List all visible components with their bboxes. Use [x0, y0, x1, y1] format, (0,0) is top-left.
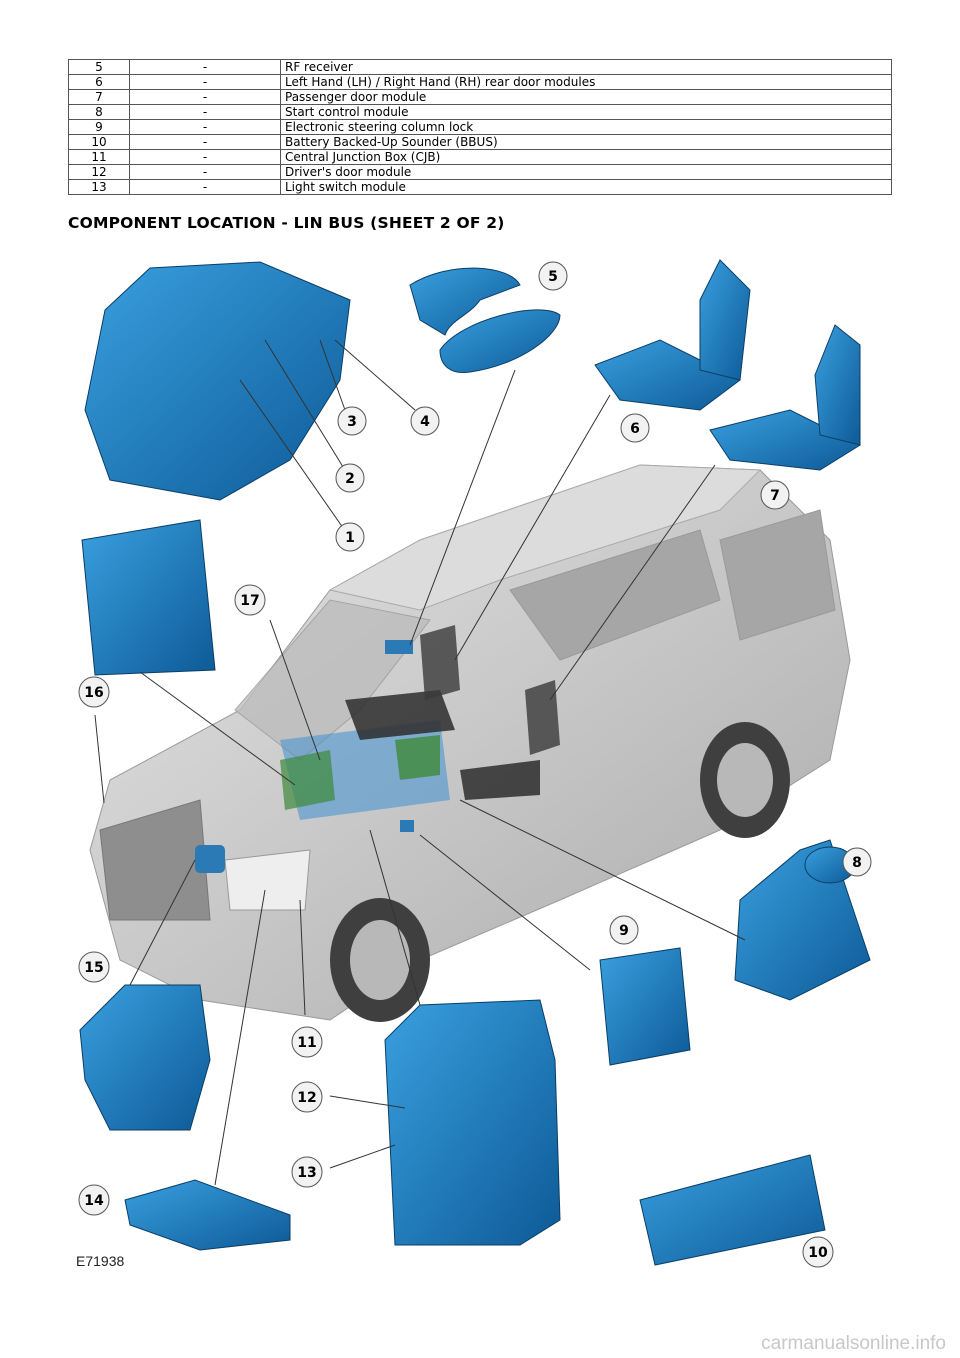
key-dash: -	[130, 135, 281, 150]
callout-2	[336, 464, 364, 492]
key-dash: -	[130, 180, 281, 195]
figure-id: E71938	[76, 1253, 125, 1269]
callout-14-label: 14	[84, 1193, 104, 1209]
key-number: 7	[69, 90, 130, 105]
component-location-diagram	[0, 240, 960, 1280]
callout-10	[803, 1237, 833, 1267]
callout-13	[292, 1157, 322, 1187]
key-number: 13	[69, 180, 130, 195]
key-description: Battery Backed-Up Sounder (BBUS)	[281, 135, 892, 150]
callout-8	[843, 848, 871, 876]
callout-5	[539, 262, 567, 290]
component-key-table	[68, 59, 892, 195]
callout-11-label: 11	[297, 1035, 317, 1051]
key-row	[69, 165, 892, 180]
key-description: Start control module	[281, 105, 892, 120]
callout-6-label: 6	[630, 421, 640, 437]
key-dash: -	[130, 150, 281, 165]
central-junction-box	[385, 1000, 560, 1245]
callout-7	[761, 481, 789, 509]
callout-4-label: 4	[420, 414, 430, 430]
key-description: Central Junction Box (CJB)	[281, 150, 892, 165]
key-dash: -	[130, 165, 281, 180]
callout-17-label: 17	[240, 593, 260, 609]
key-row	[69, 135, 892, 150]
steering-column-lock	[600, 948, 690, 1065]
watermark: carmanualsonline.info	[761, 1333, 946, 1354]
key-description: Left Hand (LH) / Right Hand (RH) rear door modules	[281, 75, 892, 90]
callout-13-label: 13	[297, 1165, 317, 1181]
key-row	[69, 150, 892, 165]
callout-3-label: 3	[347, 414, 357, 430]
hvac-unit-top	[85, 262, 350, 500]
callout-8-label: 8	[852, 855, 862, 871]
key-dash: -	[130, 105, 281, 120]
key-number: 10	[69, 135, 130, 150]
callout-12-label: 12	[297, 1090, 317, 1106]
callout-4	[411, 407, 439, 435]
key-description: Electronic steering column lock	[281, 120, 892, 135]
vehicle-illustration	[90, 465, 850, 1022]
callout-15	[79, 952, 109, 982]
callout-9	[610, 916, 638, 944]
climate-control-panel	[640, 1155, 825, 1265]
passenger-door-panel	[815, 325, 860, 445]
key-dash: -	[130, 60, 281, 75]
key-description: RF receiver	[281, 60, 892, 75]
callout-15-label: 15	[84, 960, 104, 976]
callout-16-label: 16	[84, 685, 104, 701]
key-number: 8	[69, 105, 130, 120]
callout-1-label: 1	[345, 530, 355, 546]
section-title: COMPONENT LOCATION - LIN BUS (SHEET 2 OF 2)	[68, 214, 505, 232]
key-description: Driver's door module	[281, 165, 892, 180]
key-description: Light switch module	[281, 180, 892, 195]
callout-9-label: 9	[619, 923, 629, 939]
key-number: 9	[69, 120, 130, 135]
key-row	[69, 90, 892, 105]
key-row	[69, 60, 892, 75]
key-row	[69, 120, 892, 135]
key-number: 11	[69, 150, 130, 165]
callout-11	[292, 1027, 322, 1057]
key-dash: -	[130, 90, 281, 105]
key-table-body	[69, 60, 892, 195]
callout-12	[292, 1082, 322, 1112]
callout-14	[79, 1185, 109, 1215]
key-number: 6	[69, 75, 130, 90]
callout-3	[338, 407, 366, 435]
callout-6	[621, 414, 649, 442]
key-number: 5	[69, 60, 130, 75]
key-description: Passenger door module	[281, 90, 892, 105]
callout-2-label: 2	[345, 471, 355, 487]
key-row	[69, 180, 892, 195]
callout-7-label: 7	[770, 488, 780, 504]
key-row	[69, 105, 892, 120]
callout-10-label: 10	[808, 1245, 828, 1261]
rear-door-panel-lh	[700, 260, 750, 380]
callout-16	[79, 677, 109, 707]
callout-5-label: 5	[548, 269, 558, 285]
callout-1	[336, 523, 364, 551]
light-switch-module	[125, 1180, 290, 1250]
key-dash: -	[130, 75, 281, 90]
alternator	[80, 985, 210, 1130]
key-dash: -	[130, 120, 281, 135]
ecm-module	[82, 520, 215, 675]
key-row	[69, 75, 892, 90]
key-number: 12	[69, 165, 130, 180]
callout-17	[235, 585, 265, 615]
